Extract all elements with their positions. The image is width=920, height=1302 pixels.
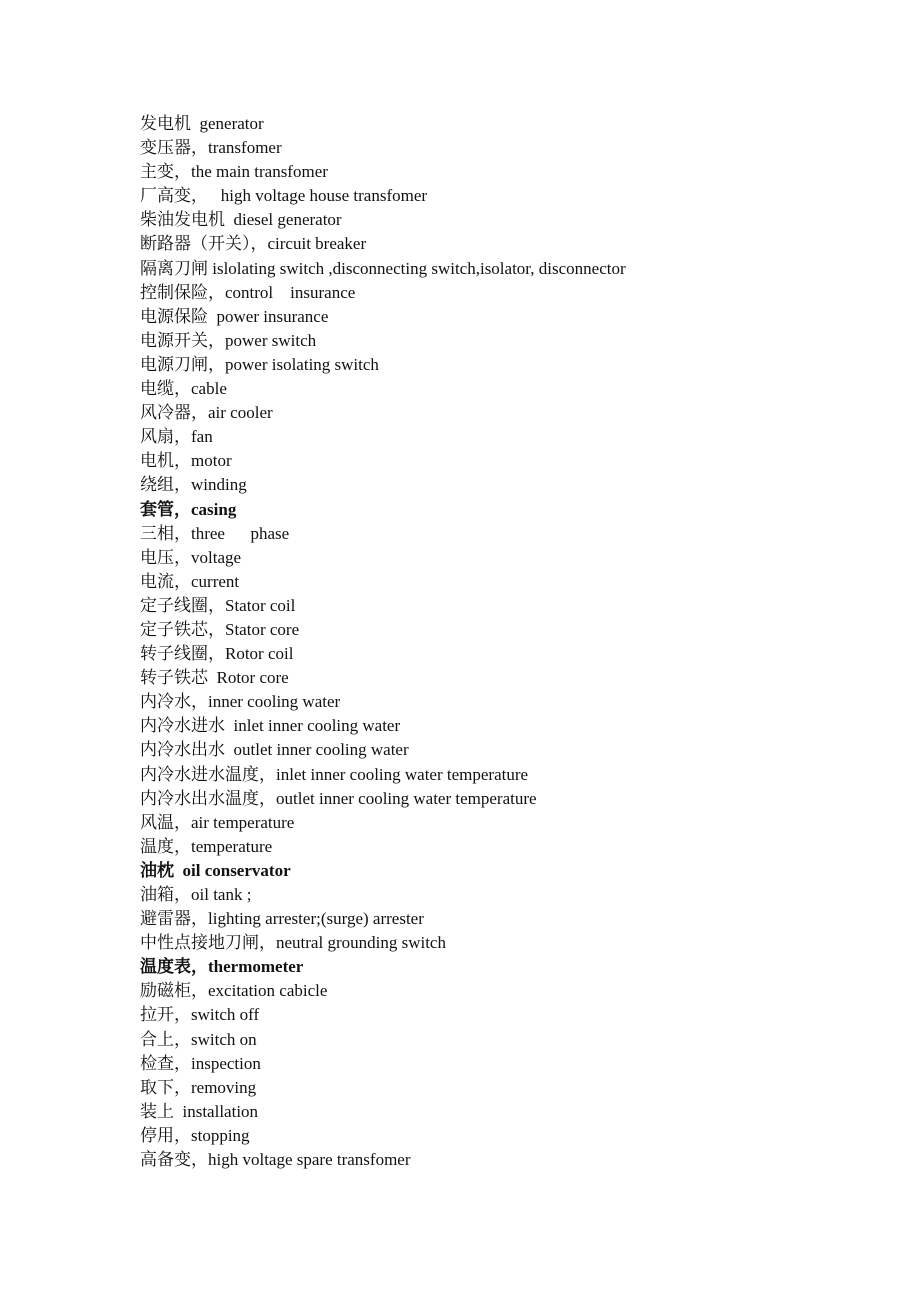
- glossary-line: 内冷水进水温度，inlet inner cooling water temperature: [140, 764, 529, 784]
- glossary-list: [140, 112, 840, 1172]
- glossary-line: 套管，casing: [140, 499, 237, 519]
- glossary-line: 电流，current: [140, 571, 240, 591]
- glossary-line: 电源保险 power insurance: [140, 306, 329, 326]
- glossary-line: 拉开，switch off: [140, 1005, 260, 1025]
- glossary-line: 油枕 oil conservator: [140, 860, 291, 880]
- glossary-line: 中性点接地刀闸，neutral grounding switch: [140, 933, 446, 953]
- glossary-line: 厂高变， high voltage house transfomer: [140, 186, 428, 206]
- glossary-line: 电源开关，power switch: [140, 330, 317, 350]
- glossary-line: 柴油发电机 diesel generator: [140, 210, 342, 230]
- glossary-line: 温度，temperature: [140, 836, 273, 856]
- glossary-line: 控制保险，control insurance: [140, 282, 356, 302]
- glossary-line: 绕组，winding: [140, 475, 247, 495]
- glossary-line: 隔离刀闸 islolating switch ,disconnecting switch,isolator, disconnector: [140, 258, 626, 278]
- glossary-line: 电缆，cable: [140, 379, 227, 399]
- glossary-line: 内冷水出水温度，outlet inner cooling water temperature: [140, 788, 537, 808]
- glossary-line: 内冷水出水 outlet inner cooling water: [140, 740, 409, 760]
- glossary-line: 三相，three phase: [140, 523, 290, 543]
- glossary-line: 定子线圈，Stator coil: [140, 595, 296, 615]
- glossary-line: 定子铁芯，Stator core: [140, 619, 300, 639]
- glossary-line: 风冷器，air cooler: [140, 403, 273, 423]
- glossary-line: 避雷器，lighting arrester;(surge) arrester: [140, 909, 424, 929]
- glossary-line: 取下，removing: [140, 1077, 257, 1097]
- glossary-line: 断路器（开关），circuit breaker: [140, 234, 367, 254]
- glossary-line: 检查，inspection: [140, 1053, 261, 1073]
- glossary-line: 变压器，transfomer: [140, 138, 282, 158]
- glossary-line: 装上 installation: [140, 1101, 259, 1121]
- glossary-line: 转子线圈，Rotor coil: [140, 644, 294, 664]
- glossary-line: 高备变，high voltage spare transfomer: [140, 1150, 411, 1170]
- glossary-line: 电机，motor: [140, 451, 232, 471]
- glossary-line: 停用，stopping: [140, 1125, 250, 1145]
- glossary-line: 励磁柜，excitation cabicle: [140, 981, 328, 1001]
- glossary-line: 风扇，fan: [140, 427, 213, 447]
- glossary-line: 主变，the main transfomer: [140, 162, 328, 182]
- glossary-line: 内冷水进水 inlet inner cooling water: [140, 716, 401, 736]
- glossary-line: 发电机 generator: [140, 114, 264, 133]
- glossary-line: 温度表，thermometer: [140, 957, 304, 977]
- glossary-line: 电源刀闸，power isolating switch: [140, 354, 379, 374]
- glossary-line: 风温，air temperature: [140, 812, 295, 832]
- glossary-line: 转子铁芯 Rotor core: [140, 668, 289, 688]
- glossary-line: 内冷水，inner cooling water: [140, 692, 341, 712]
- glossary-line: 合上，switch on: [140, 1029, 257, 1049]
- glossary-line: 油箱，oil tank ;: [140, 885, 252, 904]
- glossary-line: 电压，voltage: [140, 547, 242, 567]
